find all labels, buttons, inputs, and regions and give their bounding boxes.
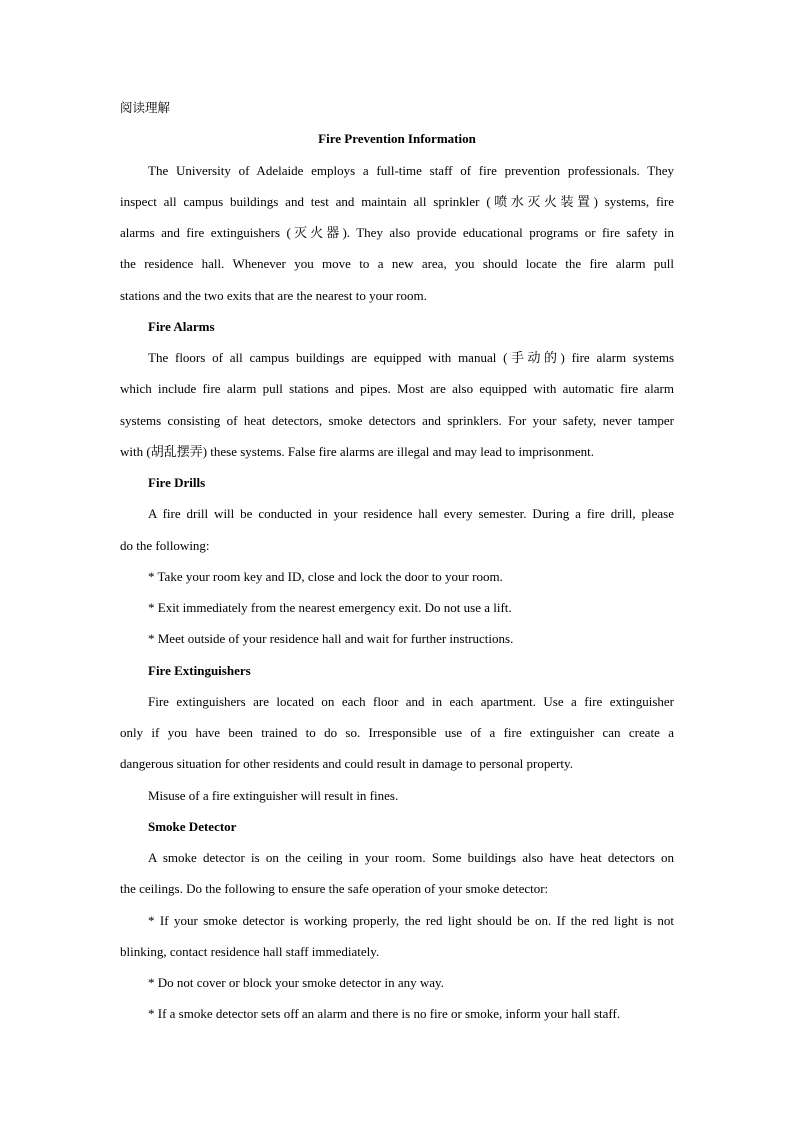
fire-extinguishers-extra: Misuse of a fire extinguisher will result in fines. bbox=[148, 787, 399, 803]
section-label: 阅读理解 bbox=[120, 100, 171, 115]
list-item: * Take your room key and ID, close and lock the door to your room. bbox=[148, 568, 503, 584]
heading-smoke-detector: Smoke Detector bbox=[148, 818, 237, 834]
document-page bbox=[120, 92, 674, 1030]
heading-fire-drills: Fire Drills bbox=[148, 475, 206, 490]
fire-alarms-paragraph bbox=[120, 342, 674, 467]
paragraph-line: stations and the two exits that are the nearest to your room. bbox=[120, 287, 427, 303]
paragraph-line: only if you have been trained to do so. Irresponsible use of a fire extinguisher can create a bbox=[120, 725, 674, 740]
paragraph-line: with (胡乱摆弄) these systems. False fire alarms are illegal and may lead to imprisonment. bbox=[120, 443, 595, 459]
smoke-detector-list bbox=[120, 905, 674, 1030]
list-item: * Exit immediately from the nearest emergency exit. Do not use a lift. bbox=[148, 600, 512, 615]
paragraph-line: do the following: bbox=[120, 537, 210, 553]
fire-drills-paragraph bbox=[120, 498, 674, 561]
paragraph-line: the residence hall. Whenever you move to a new area, you should locate the fire alarm pull bbox=[120, 256, 674, 272]
smoke-detector-paragraph bbox=[120, 842, 674, 905]
paragraph-line: Fire extinguishers are located on each floor and in each apartment. Use a fire extinguisher bbox=[148, 693, 674, 709]
document-title: Fire Prevention Information bbox=[318, 131, 476, 147]
list-item: * If a smoke detector sets off an alarm and there is no fire or smoke, inform your hall staff. bbox=[148, 1006, 621, 1022]
list-item: * If your smoke detector is working properly, the red light should be on. If the red light is not bbox=[148, 912, 674, 928]
list-item: * Do not cover or block your smoke detector in any way. bbox=[148, 975, 444, 990]
paragraph-line: systems consisting of heat detectors, smoke detectors and sprinklers. For your safety, never tamper bbox=[120, 412, 674, 428]
fire-drills-list bbox=[120, 561, 674, 655]
paragraph-line: which include fire alarm pull stations and pipes. Most are also equipped with automatic fire alarm bbox=[120, 381, 674, 397]
paragraph-line: A fire drill will be conducted in your residence hall every semester. During a fire drill, please bbox=[148, 506, 674, 522]
paragraph-line: The floors of all campus buildings are equipped with manual (手动的) fire alarm systems bbox=[148, 350, 674, 365]
list-item-continuation: blinking, contact residence hall staff immediately. bbox=[120, 943, 380, 959]
fire-extinguishers-paragraph bbox=[120, 686, 674, 780]
paragraph-line: The University of Adelaide employs a full-time staff of fire prevention professionals. They bbox=[148, 162, 674, 178]
intro-paragraph bbox=[120, 155, 674, 311]
paragraph-line: the ceilings. Do the following to ensure the safe operation of your smoke detector: bbox=[120, 881, 549, 897]
list-item: * Meet outside of your residence hall and wait for further instructions. bbox=[148, 631, 514, 647]
paragraph-line: A smoke detector is on the ceiling in your room. Some buildings also have heat detectors on bbox=[148, 850, 674, 865]
paragraph-line: dangerous situation for other residents and could result in damage to personal property. bbox=[120, 756, 573, 772]
paragraph-line: alarms and fire extinguishers (灭火器). They also provide educational programs or fire safety in bbox=[120, 225, 674, 240]
heading-fire-alarms: Fire Alarms bbox=[148, 318, 215, 334]
heading-fire-extinguishers: Fire Extinguishers bbox=[148, 662, 251, 678]
paragraph-line: inspect all campus buildings and test and maintain all sprinkler (喷水灭火装置) systems, fire bbox=[120, 193, 674, 209]
